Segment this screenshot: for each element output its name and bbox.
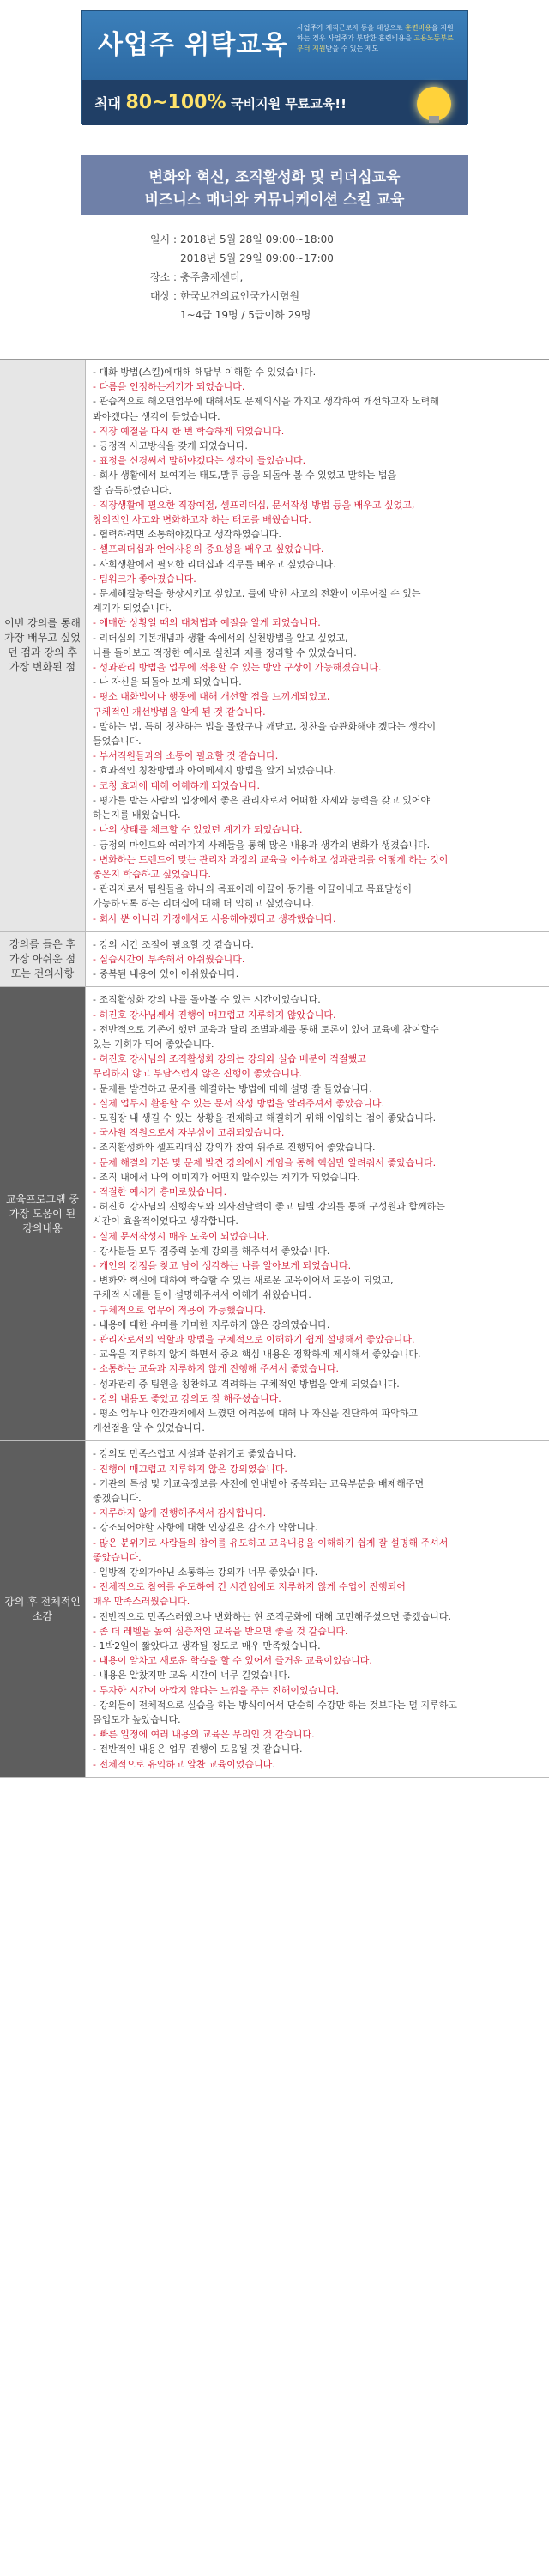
info-label bbox=[127, 306, 180, 324]
feedback-item: - 나 자신을 되돌아 보게 되었습니다. bbox=[93, 676, 242, 688]
info-label: 일시 : bbox=[149, 233, 177, 245]
feedback-item: - 조직 내에서 나의 이미지가 어떤지 알수있는 계기가 되었습니다. bbox=[93, 1171, 360, 1183]
feedback-item: - 문제를 발견하고 문제를 해결하는 방법에 대해 설명 잘 들었습니다. bbox=[93, 1082, 372, 1094]
feedback-item: 잘 습득하였습니다. bbox=[93, 484, 172, 496]
feedback-item: - 직장 예절을 다시 한 번 학습하게 되었습니다. bbox=[93, 425, 285, 437]
feedback-item: - 부서직원들과의 소통이 필요할 것 같습니다. bbox=[93, 750, 279, 762]
banner-title: 사업주 위탁교육 bbox=[98, 30, 288, 60]
feedback-section bbox=[0, 360, 549, 932]
feedback-item: - 성과관리 방법을 업무에 적용할 수 있는 방안 구상이 가능해졌습니다. bbox=[93, 662, 382, 674]
feedback-item: - 실습시간이 부족해서 아쉬웠습니다. bbox=[93, 953, 245, 965]
feedback-item: - 효과적인 칭찬방법과 아이메세지 방법을 알게 되었습니다. bbox=[93, 765, 336, 777]
info-value: 2018년 5월 29일 09:00~17:00 bbox=[180, 252, 334, 264]
feedback-item: - 전반적으로 만족스러웠으나 변화하는 현 조직문화에 대해 고민해주셨으면 좋겠습니다. bbox=[93, 1610, 451, 1622]
feedback-item: - 긍정적 사고방식을 갖게 되었습니다. bbox=[93, 440, 248, 452]
banner-subtitle bbox=[94, 92, 347, 113]
banner-sub-percent: 80~100% bbox=[125, 92, 226, 113]
feedback-item: - 관리자로서의 역할과 방법을 구체적으로 이해하기 쉽게 설명해서 좋았습니다. bbox=[93, 1334, 415, 1345]
info-row bbox=[127, 230, 487, 249]
feedback-item: 시간이 효율적이었다고 생각합니다. bbox=[93, 1215, 238, 1227]
feedback-item: - 표정을 신경써서 말해야겠다는 생각이 들었습니다. bbox=[93, 455, 306, 467]
feedback-item: - 내용은 알찼지만 교육 시간이 너무 길었습니다. bbox=[93, 1670, 291, 1682]
feedback-item: - 1박2일이 짧았다고 생각될 정도로 매우 만족했습니다. bbox=[93, 1640, 321, 1652]
course-title-block bbox=[81, 155, 468, 215]
banner-sub-prefix: 최대 bbox=[94, 95, 121, 112]
feedback-item: 매우 만족스러웠습니다. bbox=[93, 1596, 190, 1608]
feedback-item: - 강의도 만족스럽고 시설과 분위기도 좋았습니다. bbox=[93, 1448, 297, 1460]
feedback-item: - 관리자로서 팀원들을 하나의 목표아래 이끌어 동기를 이끌어내고 목표달성이 bbox=[93, 883, 412, 895]
feedback-item: - 다름을 인정하는계기가 되었습니다. bbox=[93, 381, 245, 393]
section-body bbox=[86, 1441, 549, 1776]
info-label: 대상 : bbox=[149, 290, 177, 302]
feedback-item: - 중복된 내용이 있어 아쉬웠습니다. bbox=[93, 968, 239, 980]
info-value: 2018년 5월 28일 09:00~18:00 bbox=[180, 233, 334, 245]
feedback-section bbox=[0, 932, 549, 988]
feedback-item: - 평소 업무나 인간관계에서 느꼈던 어려움에 대해 나 자신을 진단하여 파악하고 bbox=[93, 1408, 418, 1420]
feedback-item: - 개인의 강점을 찾고 남이 생각하는 나를 알아보게 되었습니다. bbox=[93, 1259, 352, 1271]
feedback-item: 하는지를 배웠습니다. bbox=[93, 809, 181, 821]
feedback-item: - 애매한 상황일 때의 대처법과 예절을 알게 되었습니다. bbox=[93, 617, 321, 629]
feedback-item: 구체적인 개선방법을 알게 된 것 같습니다. bbox=[93, 706, 266, 718]
feedback-item: - 코칭 효과에 대해 이해하게 되었습니다. bbox=[93, 779, 260, 791]
feedback-section bbox=[0, 987, 549, 1441]
feedback-item: - 말하는 법, 특히 칭찬하는 법을 몰랐구나 깨닫고, 칭찬을 습관화해야 겠다는 생각이 bbox=[93, 720, 437, 732]
feedback-item: - 기관의 특성 및 기교육정보를 사전에 안내받아 중복되는 교육부분을 배제해주면 bbox=[93, 1477, 425, 1489]
info-label bbox=[127, 249, 180, 268]
feedback-item: - 전체적으로 참여를 유도하여 긴 시간임에도 지루하지 않게 수업이 진행되어 bbox=[93, 1581, 406, 1593]
feedback-item: - 조직활성화 강의 나를 돌아볼 수 있는 시간이었습니다. bbox=[93, 994, 321, 1006]
feedback-item: 가능하도록 하는 리더십에 대해 더 익히고 싶었습니다. bbox=[93, 898, 315, 910]
feedback-item: - 사회생활에서 필요한 리더십과 직무를 배우고 싶었습니다. bbox=[93, 558, 336, 570]
feedback-item: - 강조되어야할 사항에 대한 인상깊은 감소가 약합니다. bbox=[93, 1522, 318, 1534]
course-title-line2: 비즈니스 매너와 커뮤니케이션 스킬 교육 bbox=[144, 191, 405, 209]
feedback-item: - 리더십의 기본개념과 생활 속에서의 실천방법을 알고 싶었고, bbox=[93, 632, 348, 644]
feedback-item: - 나의 상태를 체크할 수 있었던 계기가 되었습니다. bbox=[93, 824, 303, 836]
feedback-item: - 직장생활에 필요한 직장예절, 셀프리더십, 문서작성 방법 등을 배우고 싶었고, bbox=[93, 499, 415, 511]
feedback-item: - 실제 업무시 활용할 수 있는 문서 작성 방법을 알려주셔서 좋았습니다. bbox=[93, 1097, 384, 1109]
course-info bbox=[127, 230, 487, 324]
section-label: 교육프로그램 중 가장 도움이 된 강의내용 bbox=[0, 987, 86, 1440]
feedback-item: 있는 기회가 되어 좋았습니다. bbox=[93, 1038, 214, 1050]
feedback-item: - 대화 방법(스킬)에대해 해답부 이해할 수 있었습니다. bbox=[93, 367, 317, 378]
feedback-item: - 지루하지 않게 진행해주셔서 감사합니다. bbox=[93, 1507, 267, 1519]
feedback-item: - 강사분들 모두 집중력 높게 강의를 해주셔서 좋았습니다. bbox=[93, 1245, 330, 1257]
section-body bbox=[86, 932, 549, 987]
promo-banner[interactable] bbox=[81, 10, 468, 124]
feedback-item: - 평소 대화법이나 행동에 대해 개선할 점을 느끼게되었고, bbox=[93, 691, 330, 703]
feedback-item: - 내용이 알차고 새로운 학습을 할 수 있어서 즐거운 교육이었습니다. bbox=[93, 1655, 372, 1667]
feedback-item: - 전반적인 내용은 업무 진행이 도움될 것 같습니다. bbox=[93, 1743, 303, 1755]
info-value: 충주출제센터, bbox=[180, 271, 244, 283]
info-row bbox=[127, 306, 487, 324]
feedback-item: 봐야겠다는 생각이 들었습니다. bbox=[93, 410, 220, 422]
feedback-item: - 문제 해결의 기본 및 문제 발견 강의에서 게임을 통해 핵심만 알려줘서 좋았습니다. bbox=[93, 1156, 437, 1168]
feedback-item: - 투자한 시간이 아깝지 않다는 느낌을 주는 진해이었습니다. bbox=[93, 1684, 339, 1696]
feedback-item: - 적절한 예시가 흥미로웠습니다. bbox=[93, 1185, 227, 1197]
feedback-item: - 팀워크가 좋아졌습니다. bbox=[93, 573, 196, 585]
feedback-item: - 평가를 받는 사람의 입장에서 좋은 관리자로서 어떠한 자세와 능력을 갖고 있어야 bbox=[93, 794, 431, 806]
banner-note-highlight: 고용노동부로부터 지원 bbox=[297, 34, 454, 52]
feedback-item: - 관습적으로 해오던업무에 대해서도 문제의식을 가지고 생각하여 개선하고자 노력해 bbox=[93, 396, 439, 408]
feedback-item: - 회사 뿐 아니라 가정에서도 사용해야겠다고 생각했습니다. bbox=[93, 912, 336, 924]
info-row bbox=[127, 287, 487, 306]
feedback-item: - 강의 시간 조절이 필요할 것 같습니다. bbox=[93, 938, 254, 950]
feedback-item: - 허진호 강사님께서 진행이 매끄럽고 지루하지 않았습니다. bbox=[93, 1009, 336, 1021]
feedback-item: 계기가 되었습니다. bbox=[93, 603, 172, 615]
feedback-item: - 강의 내용도 좋았고 강의도 잘 해주셨습니다. bbox=[93, 1392, 281, 1404]
course-title-line1: 변화와 혁신, 조직활성화 및 리더십교육 bbox=[148, 169, 401, 186]
feedback-item: - 허진호 강사님의 진행속도와 의사전달력이 좋고 팀별 강의를 통해 구성원과 함께하는 bbox=[93, 1201, 445, 1213]
info-label: 장소 : bbox=[149, 271, 177, 283]
feedback-item: 나를 돌아보고 적정한 예시로 실천과 제를 정리할 수 있었습니다. bbox=[93, 646, 357, 658]
info-row bbox=[127, 249, 487, 268]
feedback-item: - 전반적으로 기존에 했던 교육과 달리 조별과제를 통해 토론이 있어 교육에 참여할수 bbox=[93, 1023, 439, 1035]
lightbulb-icon bbox=[417, 87, 451, 121]
feedback-item: - 구체적으로 업무에 적용이 가능했습니다. bbox=[93, 1304, 267, 1316]
info-value: 한국보건의료인국가시험원 bbox=[180, 290, 300, 302]
feedback-item: 좋은지 학습하고 싶었습니다. bbox=[93, 868, 212, 880]
banner-note-part: 받을 수 있는 제도 bbox=[325, 45, 379, 52]
feedback-item: - 모집장 내 생길 수 있는 상황을 전제하고 해결하기 위해 이입하는 점이 좋았습니다. bbox=[93, 1112, 437, 1124]
feedback-item: 무리하지 않고 부담스럽지 않은 진행이 좋았습니다. bbox=[93, 1068, 303, 1080]
feedback-item: - 많은 분위기로 사람들의 참여를 유도하고 교육내용을 이해하기 쉽게 잘 설명해 주셔서 bbox=[93, 1537, 449, 1549]
section-label: 강의를 들은 후 가장 아쉬운 점 또는 건의사항 bbox=[0, 932, 86, 987]
info-row bbox=[127, 268, 487, 287]
feedback-item: 개선점을 알 수 있었습니다. bbox=[93, 1422, 205, 1434]
feedback-item: - 셀프리더십과 언어사용의 중요성을 배우고 싶었습니다. bbox=[93, 543, 324, 555]
feedback-item: - 변화하는 트렌드에 맞는 관리자 과정의 교육을 이수하고 성과관리를 어떻게 하는 것이 bbox=[93, 853, 449, 865]
feedback-item: - 교육을 지루하지 않게 하면서 중요 핵심 내용은 정확하게 제시해서 좋았습니다. bbox=[93, 1349, 421, 1361]
feedback-item: 좋겠습니다. bbox=[93, 1493, 142, 1505]
banner-bottom bbox=[82, 80, 467, 125]
banner-sub-rest: 국비지원 무료교육!! bbox=[231, 96, 347, 112]
feedback-item: - 일방적 강의가아닌 소통하는 강의가 너무 좋았습니다. bbox=[93, 1567, 318, 1579]
feedback-item: 창의적인 사고와 변화하고자 하는 태도를 배웠습니다. bbox=[93, 514, 311, 526]
feedback-item: - 성과관리 중 팀원을 칭찬하고 격려하는 구체적인 방법을 알게 되었습니다. bbox=[93, 1378, 400, 1390]
section-body bbox=[86, 987, 549, 1440]
feedback-item: - 좀 더 레벨을 높여 심층적인 교육을 받으면 좋을 것 같습니다. bbox=[93, 1625, 348, 1637]
banner-note-part: 사업주가 재직근로자 등을 대상으로 bbox=[297, 24, 406, 32]
feedback-item: - 회사 생활에서 보여지는 태도,말투 등을 되돌아 볼 수 있었고 말하는 법을 bbox=[93, 470, 397, 482]
feedback-item: - 국사원 직원으로서 자부심이 고취되었습니다. bbox=[93, 1127, 285, 1139]
feedback-item: - 진행이 매끄럽고 지루하지 않은 강의였습니다. bbox=[93, 1463, 287, 1475]
section-body bbox=[86, 360, 549, 931]
banner-top bbox=[82, 11, 467, 80]
feedback-item: - 강의들이 전체적으로 실습을 하는 방식이어서 단순히 수강만 하는 것보다는 덜 지루하고 bbox=[93, 1699, 457, 1711]
feedback-item: - 허진호 강사님의 조직활성화 강의는 강의와 실습 배분이 적절했고 bbox=[93, 1053, 366, 1065]
banner-note-highlight: 훈련비용 bbox=[405, 24, 432, 32]
feedback-item: 구체적 사례를 들어 설명해주셔서 이해가 쉬웠습니다. bbox=[93, 1289, 311, 1301]
feedback-table bbox=[0, 359, 549, 1778]
feedback-item: - 협력하려면 소통해야겠다고 생각하였습니다. bbox=[93, 529, 281, 541]
feedback-item: - 조직활성화와 셀프리더십 강의가 참여 위주로 진행되어 좋았습니다. bbox=[93, 1142, 376, 1154]
feedback-item: - 변화와 혁신에 대하여 학습할 수 있는 새로운 교육이어서 도움이 되었고, bbox=[93, 1275, 394, 1287]
section-label: 강의 후 전체적인 소감 bbox=[0, 1441, 86, 1776]
feedback-item: 몰입도가 높았습니다. bbox=[93, 1714, 181, 1726]
feedback-section bbox=[0, 1441, 549, 1777]
feedback-item: 좋았습니다. bbox=[93, 1551, 142, 1563]
info-value: 1~4급 19명 / 5급이하 29명 bbox=[180, 309, 311, 321]
section-label: 이번 강의를 통해 가장 배우고 싶었던 점과 강의 후 가장 변화된 점 bbox=[0, 360, 86, 931]
banner-note bbox=[297, 23, 460, 54]
feedback-item: - 문제해결능력을 향상시키고 싶었고, 틀에 박힌 사고의 전환이 이루어질 수 있는 bbox=[93, 588, 421, 600]
feedback-item: - 빠른 일정에 여러 내용의 교육은 무리인 것 같습니다. bbox=[93, 1729, 315, 1741]
feedback-item: - 내용에 대한 유머를 가미한 지루하지 않은 강의였습니다. bbox=[93, 1318, 330, 1330]
feedback-item: 들었습니다. bbox=[93, 736, 142, 748]
feedback-item: - 전체적으로 유익하고 알찬 교육이었습니다. bbox=[93, 1758, 275, 1770]
feedback-item: - 긍정의 마인드와 여러가지 사례들을 통해 많은 내용과 생각의 변화가 생겼습니다. bbox=[93, 839, 431, 851]
banner-note-part: 을 지원하는 경우 사업주가 부담한 훈련비용을 bbox=[297, 24, 454, 42]
feedback-item: - 소통하는 교육과 지루하지 않게 진행해 주셔서 좋았습니다. bbox=[93, 1363, 339, 1375]
feedback-item: - 실제 문서작성시 매우 도움이 되었습니다. bbox=[93, 1230, 269, 1242]
